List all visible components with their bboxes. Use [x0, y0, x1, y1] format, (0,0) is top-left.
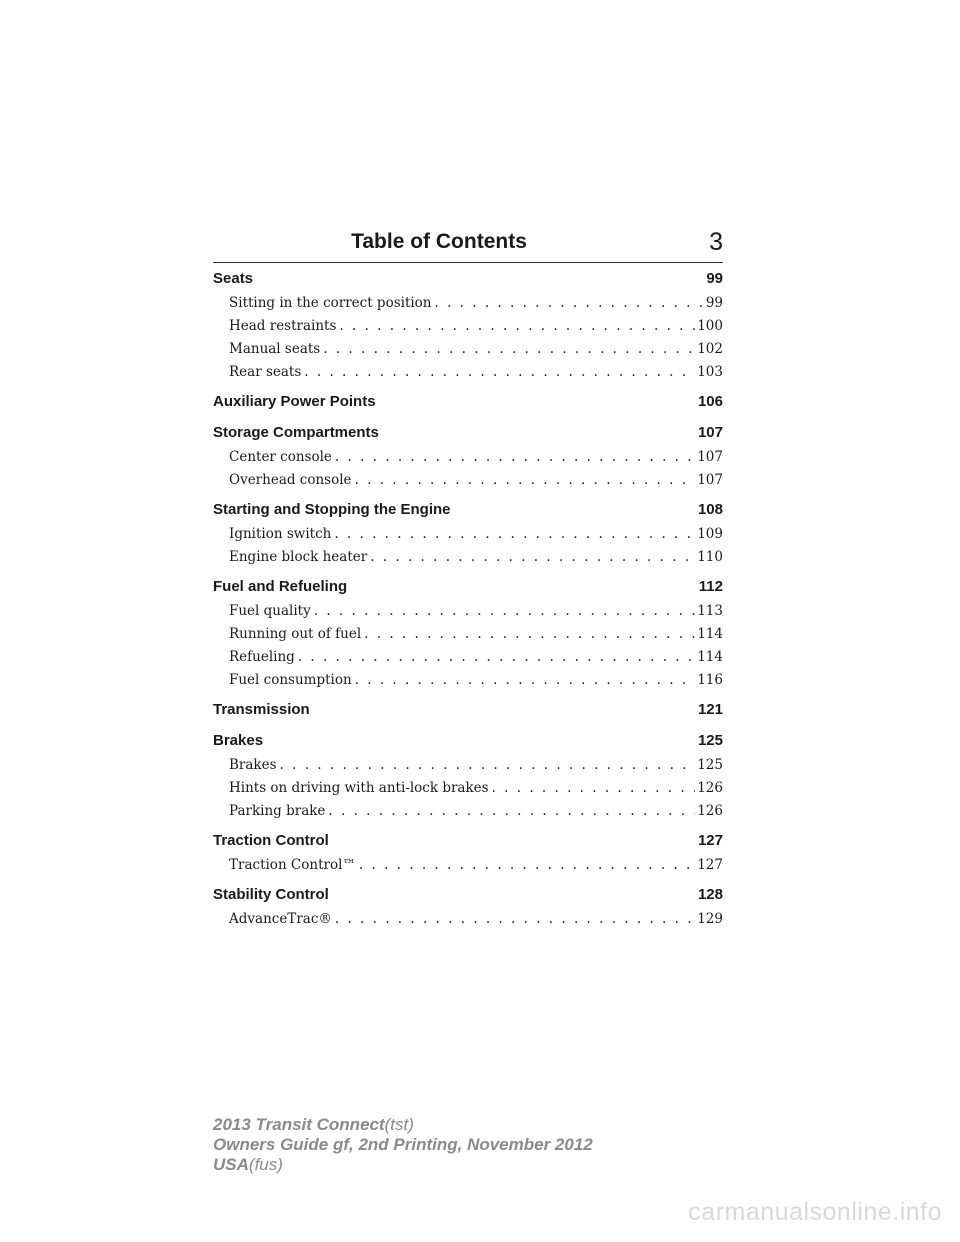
- entry-label: Refueling: [229, 649, 295, 665]
- section-title: Auxiliary Power Points: [213, 393, 376, 410]
- entry-page-number: 110: [697, 549, 723, 565]
- entry-page-number: 99: [705, 295, 723, 311]
- dot-leader: [364, 623, 695, 646]
- dot-leader: [335, 446, 695, 469]
- entry-label: Traction Control™: [229, 857, 356, 873]
- toc-entry[interactable]: [213, 338, 723, 361]
- toc-entry[interactable]: [213, 600, 723, 623]
- toc-entry[interactable]: [213, 754, 723, 777]
- entry-page-number: 127: [697, 857, 723, 873]
- dot-leader: [335, 908, 695, 931]
- entry-page-number: 100: [697, 318, 723, 334]
- entry-page-number: 107: [697, 449, 723, 465]
- dot-leader: [314, 600, 695, 623]
- dot-leader: [355, 669, 696, 692]
- page-number: 3: [709, 228, 723, 256]
- footer-model: 2013 Transit Connect: [213, 1115, 385, 1134]
- section-heading[interactable]: [213, 828, 723, 854]
- page-title: Table of Contents: [351, 230, 527, 253]
- entry-label: Running out of fuel: [229, 626, 362, 642]
- section-page-number: 107: [697, 424, 723, 441]
- entry-page-number: 113: [697, 603, 723, 619]
- section-heading[interactable]: [213, 420, 723, 446]
- entry-page-number: 126: [697, 803, 723, 819]
- dot-leader: [334, 523, 695, 546]
- entry-label: Parking brake: [229, 803, 326, 819]
- watermark: carmanualsonline.info: [688, 1198, 942, 1226]
- toc-entry[interactable]: [213, 315, 723, 338]
- footer-market: USA: [213, 1155, 249, 1174]
- toc-section: [213, 882, 723, 931]
- dot-leader: [298, 646, 695, 669]
- toc-entry[interactable]: [213, 523, 723, 546]
- section-heading[interactable]: [213, 389, 723, 415]
- entry-label: Manual seats: [229, 341, 321, 357]
- dot-leader: [280, 754, 696, 777]
- entry-page-number: 102: [697, 341, 723, 357]
- footer-line-2: [213, 1135, 593, 1155]
- entry-label: Brakes: [229, 757, 277, 773]
- toc-entry[interactable]: [213, 646, 723, 669]
- section-page-number: 127: [697, 832, 723, 849]
- footer-market-code: (fus): [248, 1155, 283, 1174]
- toc-entry[interactable]: [213, 908, 723, 931]
- entry-label: AdvanceTrac®: [229, 911, 332, 927]
- toc-entry[interactable]: [213, 546, 723, 569]
- entry-page-number: 109: [697, 526, 723, 542]
- entry-page-number: 114: [697, 626, 723, 642]
- entry-label: Hints on driving with anti-lock brakes: [229, 780, 489, 796]
- toc-section: [213, 497, 723, 569]
- toc-section: [213, 574, 723, 692]
- section-title: Brakes: [213, 732, 264, 749]
- toc-entry[interactable]: [213, 669, 723, 692]
- dot-leader: [323, 338, 695, 361]
- footer: [213, 1115, 593, 1175]
- table-of-contents: [213, 266, 723, 936]
- toc-section: [213, 697, 723, 723]
- toc-section: [213, 389, 723, 415]
- section-title: Stability Control: [213, 886, 329, 903]
- section-heading[interactable]: [213, 697, 723, 723]
- section-title: Traction Control: [213, 832, 329, 849]
- section-page-number: 108: [697, 501, 723, 518]
- section-heading[interactable]: [213, 728, 723, 754]
- toc-section: [213, 828, 723, 877]
- entry-page-number: 126: [697, 780, 723, 796]
- toc-entry[interactable]: [213, 854, 723, 877]
- section-heading[interactable]: [213, 497, 723, 523]
- dot-leader: [370, 546, 695, 569]
- entry-label: Fuel quality: [229, 603, 311, 619]
- page-header: [213, 228, 723, 263]
- dot-leader: [435, 292, 704, 315]
- entry-page-number: 125: [697, 757, 723, 773]
- section-title: Fuel and Refueling: [213, 578, 348, 595]
- section-page-number: 121: [697, 701, 723, 718]
- toc-entry[interactable]: [213, 469, 723, 492]
- toc-section: [213, 420, 723, 492]
- entry-label: Rear seats: [229, 364, 302, 380]
- entry-label: Center console: [229, 449, 332, 465]
- entry-label: Overhead console: [229, 472, 352, 488]
- section-title: Transmission: [213, 701, 310, 718]
- entry-page-number: 114: [697, 649, 723, 665]
- entry-page-number: 107: [697, 472, 723, 488]
- section-page-number: 128: [697, 886, 723, 903]
- entry-label: Sitting in the correct position: [229, 295, 432, 311]
- footer-model-code: (tst): [384, 1115, 414, 1134]
- toc-entry[interactable]: [213, 623, 723, 646]
- dot-leader: [328, 800, 695, 823]
- dot-leader: [339, 315, 695, 338]
- toc-entry[interactable]: [213, 292, 723, 315]
- section-title: Seats: [213, 270, 254, 287]
- entry-label: Ignition switch: [229, 526, 332, 542]
- section-page-number: 106: [697, 393, 723, 410]
- footer-printing: Owners Guide gf, 2nd Printing, November 2012: [213, 1135, 593, 1154]
- dot-leader: [304, 361, 695, 384]
- toc-section: [213, 728, 723, 823]
- toc-entry[interactable]: [213, 446, 723, 469]
- entry-page-number: 103: [697, 364, 723, 380]
- toc-entry[interactable]: [213, 800, 723, 823]
- dot-leader: [355, 469, 696, 492]
- section-page-number: 99: [706, 270, 723, 287]
- dot-leader: [492, 777, 696, 800]
- section-title: Starting and Stopping the Engine: [213, 501, 451, 518]
- section-heading[interactable]: [213, 266, 723, 292]
- entry-label: Engine block heater: [229, 549, 368, 565]
- footer-line-3: [213, 1155, 593, 1175]
- toc-section: [213, 266, 723, 384]
- entry-page-number: 129: [697, 911, 723, 927]
- section-page-number: 125: [697, 732, 723, 749]
- toc-entry[interactable]: [213, 777, 723, 800]
- section-heading[interactable]: [213, 574, 723, 600]
- entry-label: Head restraints: [229, 318, 337, 334]
- dot-leader: [359, 854, 695, 877]
- footer-line-1: [213, 1115, 593, 1135]
- section-page-number: 112: [698, 578, 723, 595]
- entry-page-number: 116: [697, 672, 723, 688]
- toc-entry[interactable]: [213, 361, 723, 384]
- section-title: Storage Compartments: [213, 424, 379, 441]
- entry-label: Fuel consumption: [229, 672, 352, 688]
- section-heading[interactable]: [213, 882, 723, 908]
